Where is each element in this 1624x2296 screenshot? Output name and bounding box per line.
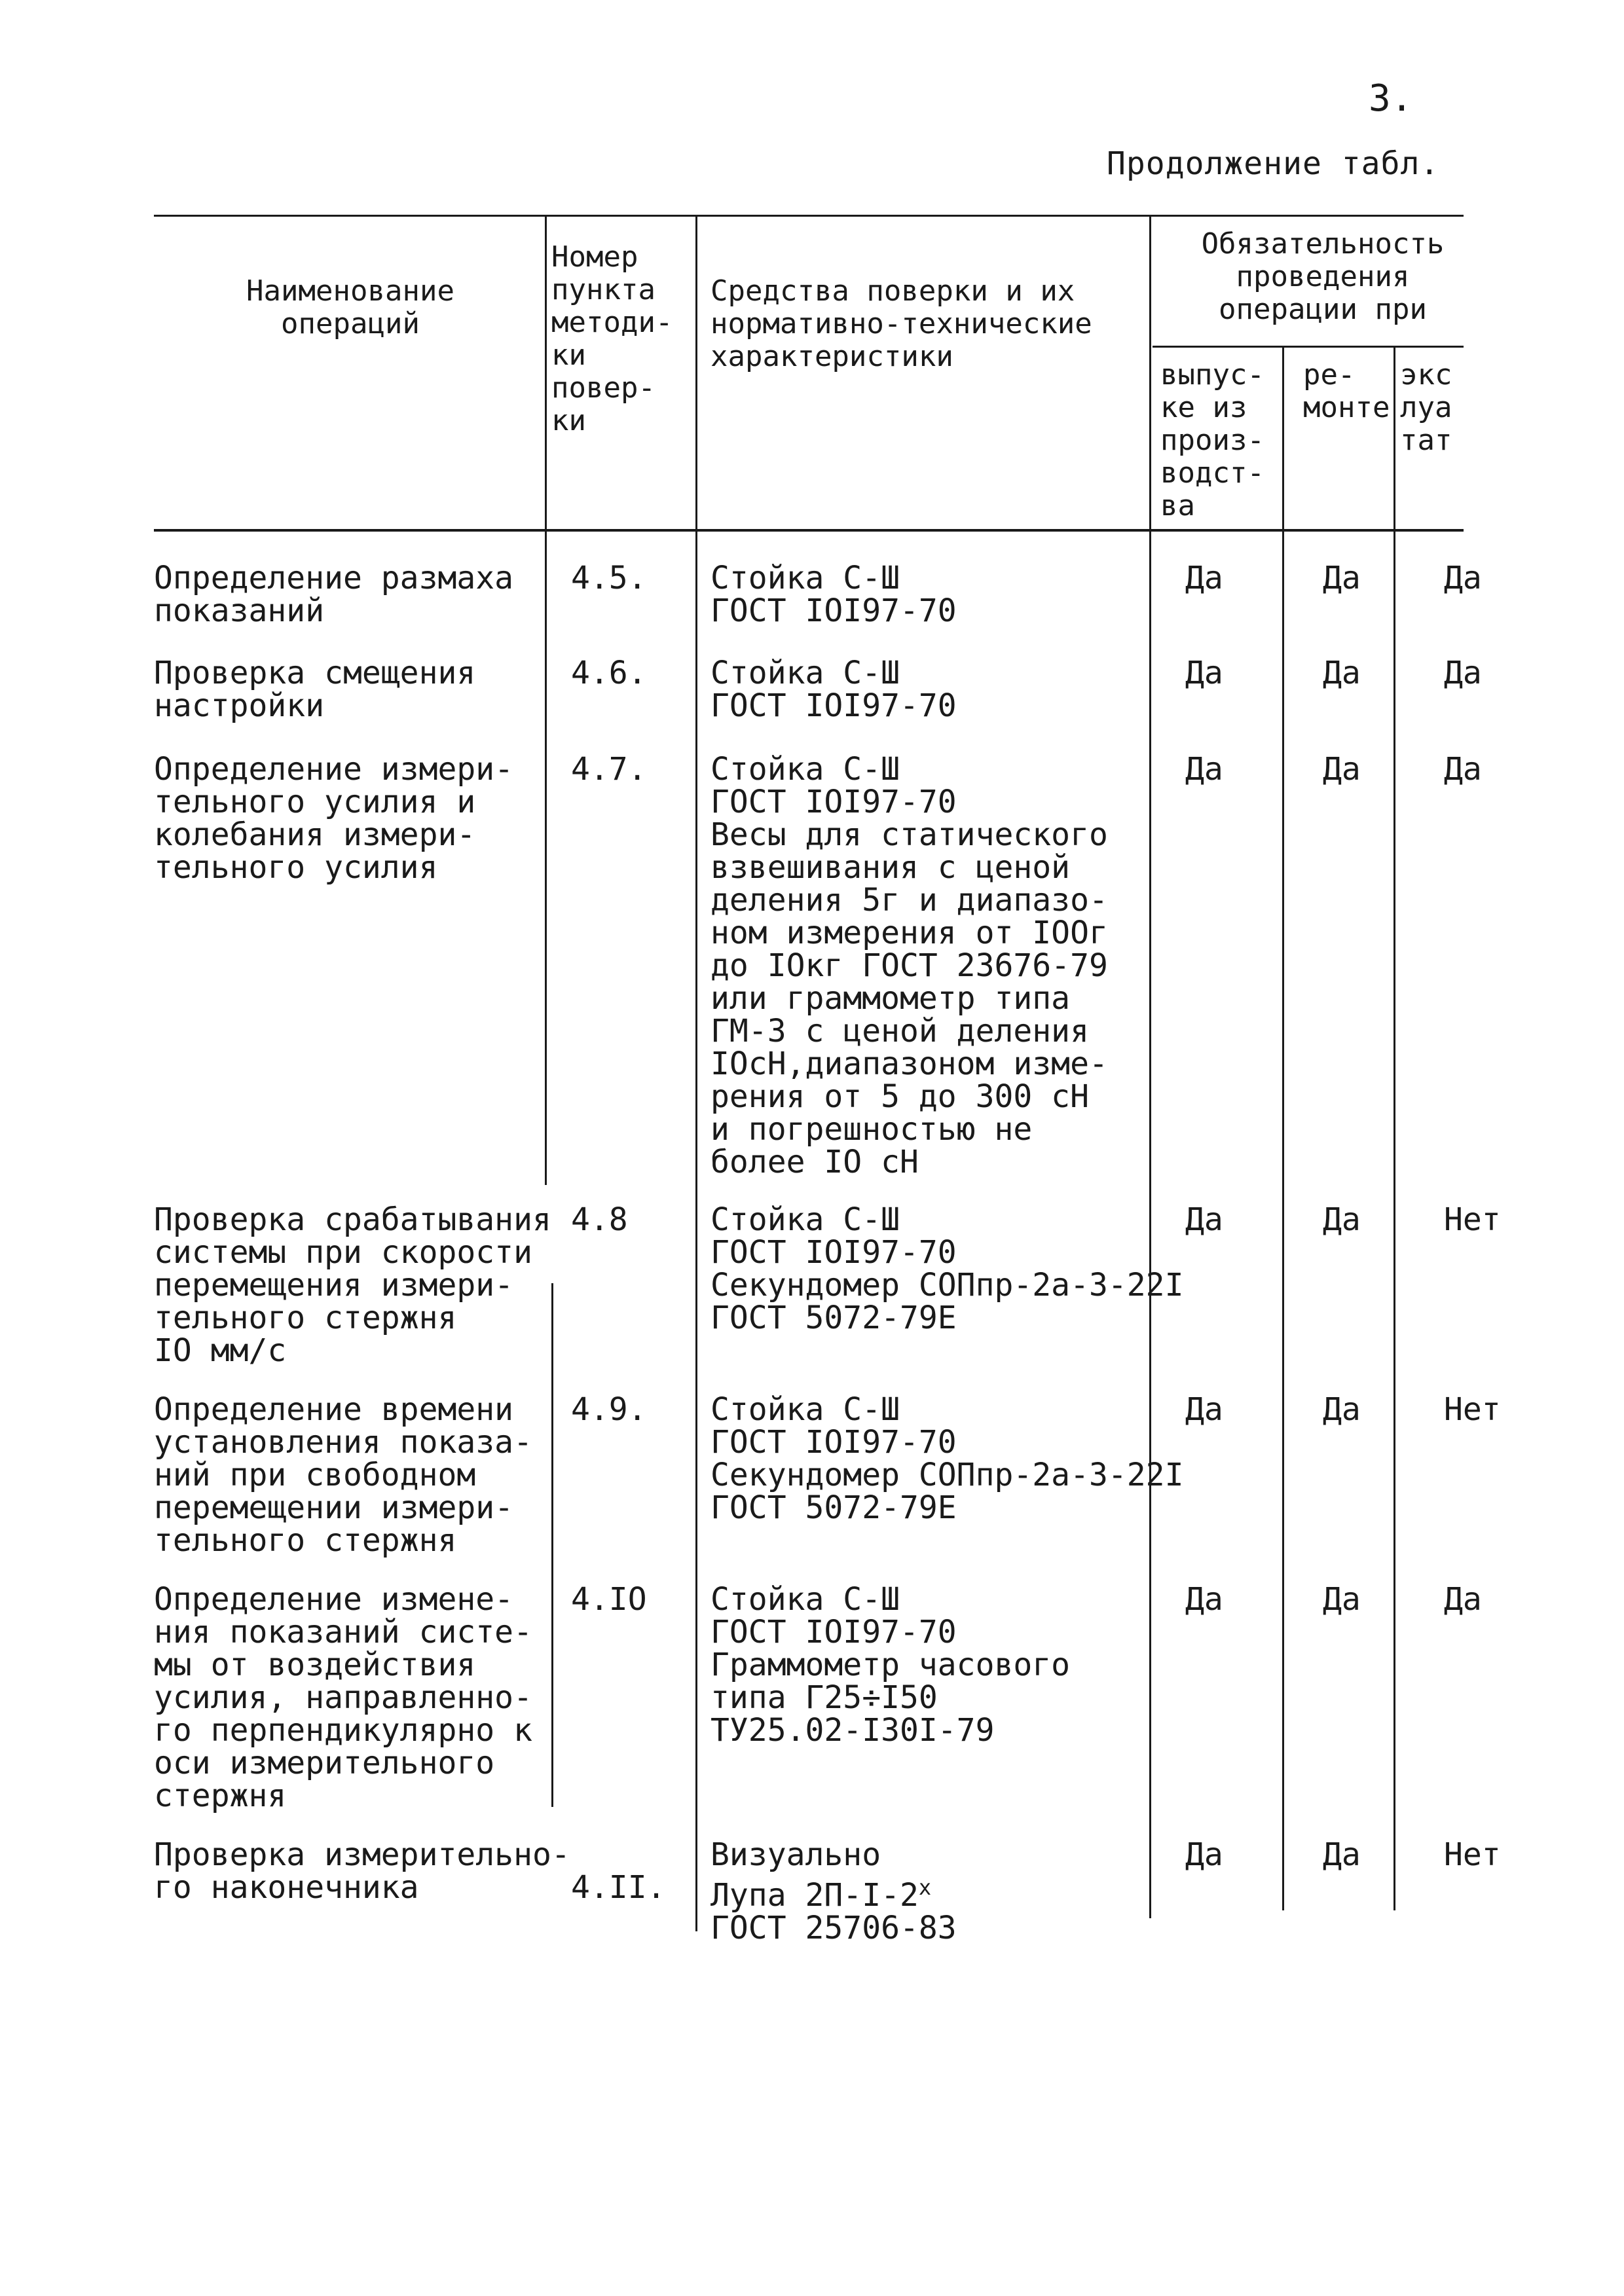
means-text: Лупа 2П-I-2 <box>710 1877 919 1914</box>
means-cell: Стойка С-Ш ГОСТ IOI97-70 Граммометр часового типа Г25÷I50 ТУ25.02-I30I-79 <box>710 1581 1071 1749</box>
means-cell: Стойка С-Ш ГОСТ IOI97-70 <box>710 560 957 629</box>
means-cell: Стойка С-Ш ГОСТ IOI97-70 Весы для статического взвешивания с ценой деления 5г и диапазо- ном измерения от IOOг до IOкг ГОСТ 23676-79 или граммометр типа ГМ-3 с ценой деления IOсН,диапазоном изме- рения от 5 до 300 сН и погрешностью не более IO сН <box>710 751 1108 1180</box>
means-cell: Стойка С-Ш ГОСТ IOI97-70 <box>710 655 957 724</box>
repair-cell: Да <box>1323 1581 1361 1618</box>
header-obligation: Обязательность проведения операции при <box>1201 227 1445 326</box>
means-cell: Стойка С-Ш ГОСТ IOI97-70 Секундомер СОПпр-2а-3-22I ГОСТ 5072-79Е <box>710 1391 1184 1526</box>
continuation-label: Продолжение табл. <box>1107 145 1440 182</box>
page-number: 3. <box>1369 77 1413 120</box>
item-cell: 4.8 <box>571 1201 628 1238</box>
exploitation-cell: Нет <box>1444 1836 1501 1873</box>
exploitation-cell: Да <box>1444 1581 1482 1618</box>
item-cell: 4.7. <box>571 751 647 788</box>
means-cell: Визуально Лупа 2П-I-2$^x$ ГОСТ 25706-83 <box>710 1836 957 1946</box>
item-cell: 4.II. <box>571 1869 666 1906</box>
header-operation: Наименование операций <box>246 274 454 340</box>
exploitation-cell: Да <box>1444 560 1482 596</box>
header-release: выпус- ке из произ- водст- ва <box>1160 358 1264 522</box>
operation-cell: Определение размаха показаний <box>154 560 514 629</box>
item-cell: 4.IO <box>571 1581 647 1618</box>
table-header-rule <box>154 529 1464 532</box>
repair-cell: Да <box>1323 1391 1361 1428</box>
exploitation-cell: Нет <box>1444 1201 1501 1238</box>
repair-cell: Да <box>1323 655 1361 691</box>
operation-cell: Проверка измерительно- го наконечника <box>154 1836 570 1906</box>
column-divider-2 <box>695 216 697 1931</box>
header-method-item: Номер пункта методи- ки повер- ки <box>551 240 673 437</box>
repair-cell: Да <box>1323 751 1361 788</box>
subheader-rule <box>1153 346 1464 348</box>
header-repair: ре- монте <box>1303 358 1390 424</box>
table-top-rule <box>154 215 1464 217</box>
means-cell: Стойка С-Ш ГОСТ IOI97-70 Секундомер СОПпр-2а-3-22I ГОСТ 5072-79Е <box>710 1201 1184 1336</box>
release-cell: Да <box>1185 655 1223 691</box>
operation-cell: Определение времени установления показа- ний при свободном перемещении измери- тельного стержня <box>154 1391 532 1559</box>
operation-cell: Проверка смещения настройки <box>154 655 476 724</box>
exploitation-cell: Да <box>1444 751 1482 788</box>
repair-cell: Да <box>1323 560 1361 596</box>
repair-cell: Да <box>1323 1201 1361 1238</box>
release-cell: Да <box>1185 1391 1223 1428</box>
release-cell: Да <box>1185 751 1223 788</box>
header-exploitation: экс луа тат <box>1400 358 1452 457</box>
repair-cell: Да <box>1323 1836 1361 1873</box>
item-cell: 4.9. <box>571 1391 647 1428</box>
release-cell: Да <box>1185 1201 1223 1238</box>
operation-cell: Проверка срабатывания системы при скорости перемещения измери- тельного стержня IO мм/с <box>154 1201 551 1369</box>
release-cell: Да <box>1185 560 1223 596</box>
exploitation-cell: Нет <box>1444 1391 1501 1428</box>
exploitation-cell: Да <box>1444 655 1482 691</box>
item-cell: 4.6. <box>571 655 647 691</box>
operation-cell: Определение измери- тельного усилия и колебания измери- тельного усилия <box>154 751 514 886</box>
release-cell: Да <box>1185 1581 1223 1618</box>
release-cell: Да <box>1185 1836 1223 1873</box>
item-cell: 4.5. <box>571 560 647 596</box>
operation-cell: Определение измене- ния показаний систе- мы от воздействия усилия, направленно- го перпендикулярно к оси измерительного стержня <box>154 1581 532 1814</box>
footnote-mark: x <box>918 1875 932 1900</box>
header-means: Средства поверки и их нормативно-технические характеристики <box>710 274 1092 373</box>
column-divider-4 <box>1282 346 1284 1910</box>
